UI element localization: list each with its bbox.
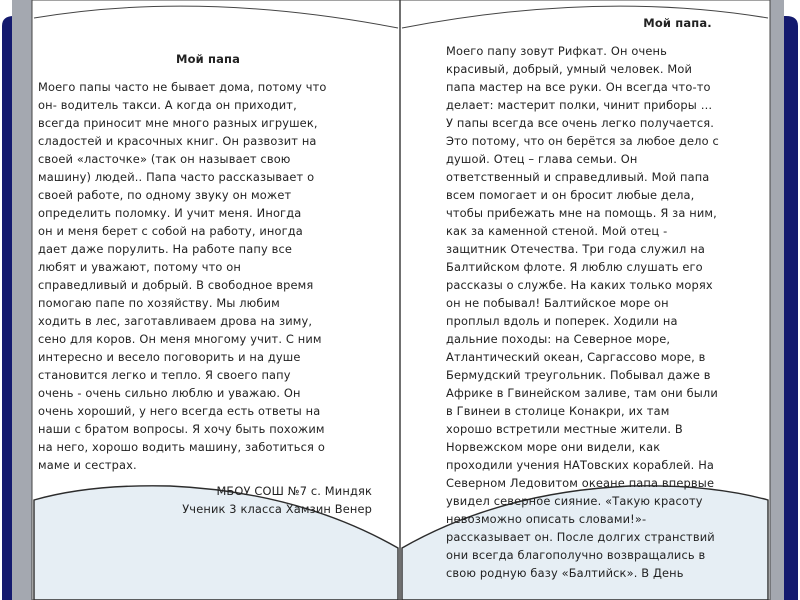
right-page-title: Мой папа. <box>643 16 712 30</box>
left-page-body: Моего папы часто не бывает дома, потому что он- водитель такси. А когда он приходит, всегда приносит мне много разных игрушек, сладостей и красочных книг. Он развозит на своей «ласточке» (так он называет свою машину) людей.. Папа часто рассказывает о своей работе, по одному звуку он может определить поломку. И учит меня. Иногда он и меня берет с собой на работу, иногда дает даже порулить. На работе папу все любят и уважают, потому что он справедливый и добрый. В свободное время помогаю папе по хозяйству. Мы любим ходить в лес, заготавливаем дрова на зиму, сено для коров. Он меня многому учит. С ним интересно и весело поговорить и на душе становится легко и тепло. Я своего папу очень - очень сильно люблю и уважаю. Он очень хороший, у него всегда есть ответы на наши с братом вопросы. Я хочу быть похожим на него, хорошо водить машину, заботиться о маме и сестрах. <box>38 80 327 472</box>
signature-author: Ученик 3 класса Хамзин Венер <box>182 502 372 516</box>
left-page-title: Мой папа <box>175 52 241 66</box>
left-page-stack <box>12 0 34 600</box>
right-page-body: Моего папу зовут Рифкат. Он очень красивый, добрый, умный человек. Мой папа мастер на все руки. Он всегда что-то делает: мастерит полки, чинит приборы … У папы всегда все очень легко получается. Это потому, что он берётся за любое дело с душой. Отец – глава семьи. Он ответственный и справедливый. Мой папа всем помогает и он бросит любые дела, чтобы прибежать мне на помощь. Я за ним, как за каменной стеной. Мой отец - защитник Отечества. Три года служил на Балтийском флоте. Я люблю слушать его рассказы о службе. На каких только морях он не побывал! Балтийское море он проплыл вдоль и поперек. Ходили на дальние походы: на Северное море, Атлантический океан, Саргассово море, в Бермудский треугольник. Побывал даже в Африке в Гвинейском заливе, там они были в Гвинеи в столице Конакри, их там хорошо встретили местные жители. В Норвежском море они видели, как проходили учения НАТовских кораблей. На Северном Ледовитом океане папа впервые увидел северное сияние. «Такую красоту невозможно описать словами!»- рассказывает он. После долгих странствий они всегда благополучно возвращались в свою родную базу «Балтийск». В День <box>446 44 719 580</box>
right-page-text <box>446 14 764 582</box>
signature-school: МБОУ СОШ №7 с. Миндяк <box>216 484 372 498</box>
left-page-text <box>38 50 378 518</box>
